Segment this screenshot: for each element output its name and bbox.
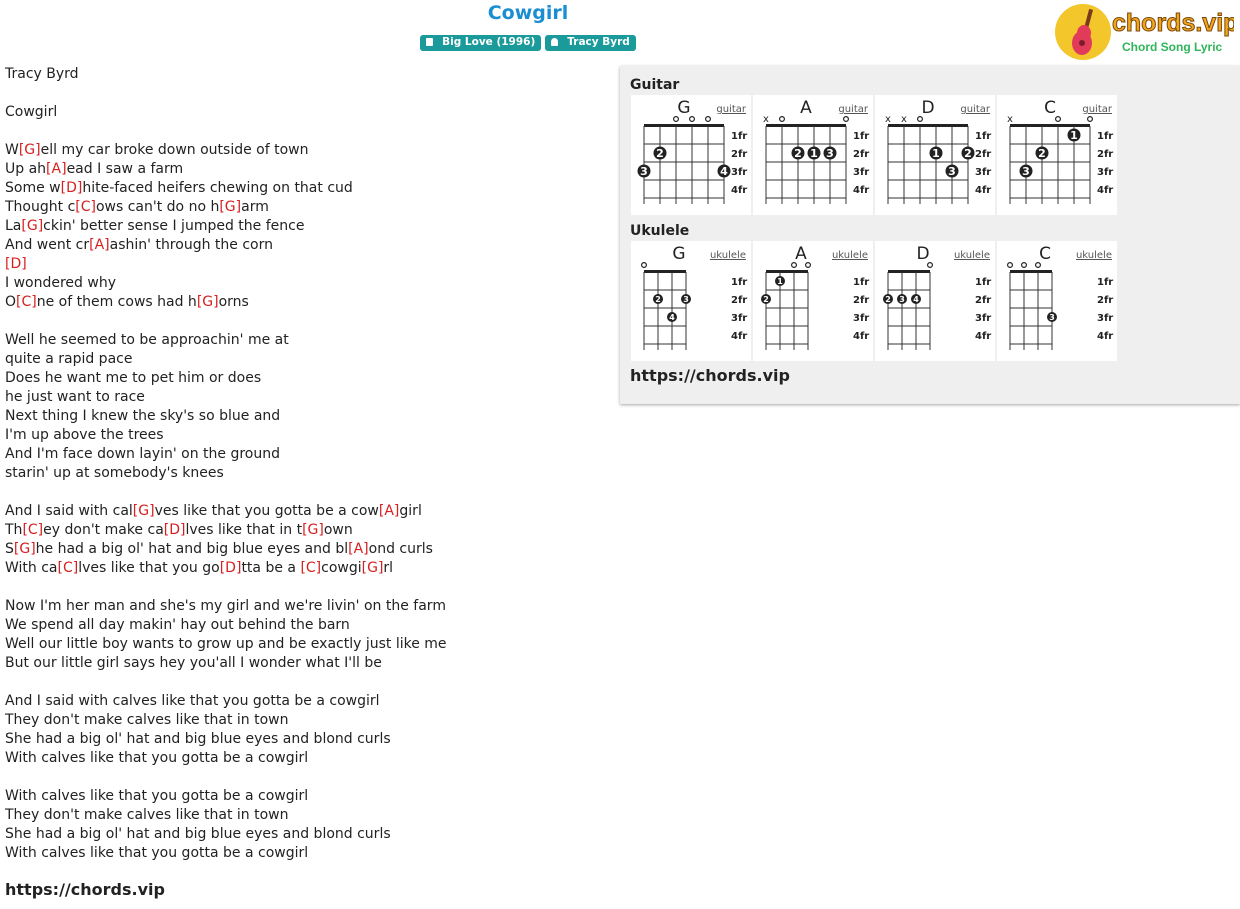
muted-string-marker: x [885,114,891,125]
lyric-blank-line [5,578,447,597]
chord-type-link: ukulele [953,250,990,261]
fret-label: 4fr [731,185,748,196]
chord-marker[interactable]: [C] [300,560,322,576]
finger-number: 2 [656,147,664,160]
lyric-text: girl [399,503,422,519]
chord-nut [766,270,808,273]
ukulele-chord-C[interactable] [997,241,1117,361]
guitar-chord-C[interactable] [997,95,1117,215]
finger-number: 2 [655,295,661,304]
fret-label: 4fr [853,331,870,342]
lyric-text: lves like that in t [185,522,303,538]
fret-label: 3fr [731,167,748,178]
lyric-text: Th [5,522,23,538]
fret-label: 3fr [853,313,870,324]
chord-marker[interactable]: [C] [22,522,44,538]
fret-label: 4fr [731,331,748,342]
chord-name: A [795,244,807,264]
lyric-text: And I said with calves like that you gotta be a cowgirl [5,693,380,709]
album-tag-label: Big Love (1996) [442,36,536,48]
fret-label: 2fr [1097,149,1114,160]
lyric-text: ows can't do no h [95,199,220,215]
lyric-line [5,217,447,236]
lyric-text: arm [241,199,269,215]
lyric-text: ckin' better sense I jumped the fence [43,218,305,234]
lyric-line [5,806,447,825]
lyric-text: Well our little boy wants to grow up and be exactly just like me [5,636,447,652]
chord-marker[interactable]: [A] [378,503,400,519]
lyric-line [5,407,447,426]
chord-marker[interactable]: [G] [18,142,41,158]
lyric-text: And went cr [5,237,90,253]
lyric-text: They don't make calves like that in town [5,807,289,823]
lyric-text: And I'm face down layin' on the ground [5,446,281,462]
lyric-text: ashin' through the corn [109,237,273,253]
lyric-line [5,559,447,578]
lyric-text: La [5,218,22,234]
chord-diagram [631,95,751,215]
lyric-line [5,141,447,160]
artist-tag-label: Tracy Byrd [567,36,630,48]
chord-nut [888,270,930,273]
fret-label: 2fr [731,295,748,306]
lyric-text: ves like that you gotta be a cow [154,503,379,519]
user-icon [551,38,558,46]
lyric-blank-line [5,768,447,787]
fret-label: 2fr [975,149,992,160]
chord-marker[interactable]: [G] [21,218,44,234]
lyric-line [5,445,447,464]
chord-name: D [921,98,935,118]
chord-nut [644,124,724,127]
chord-name: A [800,98,812,118]
fret-label: 2fr [731,149,748,160]
chord-marker[interactable]: [D] [219,560,242,576]
song-title: Cowgirl [487,2,569,24]
album-tag[interactable] [420,35,541,51]
chord-name: G [677,98,691,118]
chord-marker[interactable]: [C] [16,294,37,310]
chord-marker[interactable]: [C] [57,560,79,576]
footer-url[interactable]: https://chords.vip [5,880,165,899]
chord-name: C [1044,98,1056,118]
chord-marker[interactable]: [D] [60,180,83,196]
chord-marker[interactable]: [A] [89,237,110,253]
finger-number: 1 [777,277,783,286]
lyric-text: Does he want me to pet him or does [5,370,262,386]
lyric-line [5,65,447,84]
lyric-blank-line [5,673,447,692]
lyric-text: I wondered why [5,275,116,291]
fret-label: 2fr [853,295,870,306]
panel-url[interactable]: https://chords.vip [630,366,790,385]
chord-diagram [753,95,873,215]
lyric-line [5,844,447,863]
chord-panel [620,66,1240,404]
fret-label: 1fr [1097,131,1114,142]
chord-name: D [916,244,930,264]
lyric-line [5,502,447,521]
chord-type-link: ukulele [709,250,746,261]
chord-marker[interactable]: [G] [361,560,384,576]
muted-string-marker: x [1007,114,1013,125]
lyric-line [5,711,447,730]
lyric-line [5,426,447,445]
lyric-text: But our little girl says hey you'all I wonder what I'll be [5,655,382,671]
lyric-text: S [5,541,14,557]
chord-marker[interactable]: [A] [348,541,369,557]
chord-marker[interactable]: [A] [46,161,67,177]
lyric-text: She had a big ol' hat and big blue eyes and blond curls [5,731,391,747]
chord-type-link: guitar [716,104,746,115]
open-string-marker [642,263,647,268]
fret-label: 1fr [975,131,992,142]
chord-marker[interactable]: [G] [132,503,155,519]
open-string-marker [1088,117,1093,122]
fret-label: 4fr [1097,185,1114,196]
lyric-line [5,236,447,255]
finger-number: 3 [640,165,648,178]
fret-label: 1fr [853,131,870,142]
chord-type-link: ukulele [831,250,868,261]
chord-name: G [672,244,686,264]
lyric-text: O [5,294,17,310]
chord-diagram [631,241,751,361]
lyric-line [5,255,447,274]
lyric-text: Now I'm her man and she's my girl and we're livin' on the farm [5,598,446,614]
lyric-line [5,540,447,559]
lyric-line [5,749,447,768]
lyric-text: quite a rapid pace [5,351,133,367]
finger-number: 2 [885,295,891,304]
finger-number: 4 [669,313,675,322]
guitar-chord-G[interactable] [631,95,751,215]
lyric-text: Up ah [5,161,47,177]
open-string-marker [928,263,933,268]
chord-nut [888,124,968,127]
finger-number: 3 [826,147,834,160]
lyric-text: hite-faced heifers chewing on that cud [82,180,353,196]
lyric-line [5,692,447,711]
finger-number: 3 [683,295,689,304]
chord-type-link: guitar [960,104,990,115]
finger-number: 2 [763,295,769,304]
lyric-line [5,369,447,388]
ukulele-chord-G[interactable] [631,241,751,361]
lyric-text: Well he seemed to be approachin' me at [5,332,289,348]
chord-diagram [753,241,873,361]
lyric-blank-line [5,122,447,141]
open-string-marker [792,263,797,268]
chord-marker[interactable]: [G] [219,199,242,215]
chord-nut [644,270,686,273]
ukulele-heading: Ukulele [630,223,690,239]
lyric-text: With calves like that you gotta be a cowgirl [5,788,309,804]
finger-number: 3 [899,295,905,304]
lyric-text: With ca [5,560,58,576]
finger-number: 1 [932,147,940,160]
lyric-text: rl [383,560,394,576]
finger-number: 1 [810,147,818,160]
lyric-text: Tracy Byrd [5,66,79,82]
lyric-line [5,521,447,540]
lyric-text: he just want to race [5,389,145,405]
artist-tag[interactable] [545,35,636,51]
lyric-line [5,350,447,369]
fret-label: 1fr [1097,277,1114,288]
lyrics-body [5,65,447,863]
chord-diagram [875,95,995,215]
fret-label: 3fr [975,313,992,324]
lyric-line [5,160,447,179]
lyric-line [5,616,447,635]
finger-number: 1 [1070,129,1078,142]
open-string-marker [780,117,785,122]
fret-label: 1fr [853,277,870,288]
chord-type-link: guitar [838,104,868,115]
lyric-line [5,597,447,616]
open-string-marker [1036,263,1041,268]
song-tags [0,35,1056,51]
fret-label: 3fr [1097,167,1114,178]
ukulele-chord-D[interactable] [875,241,995,361]
chord-type-link: ukulele [1075,250,1112,261]
lyric-blank-line [5,84,447,103]
logo-subtext: Chord Song Lyric [1122,40,1223,54]
lyric-text: With calves like that you gotta be a cowgirl [5,750,309,766]
lyric-line [5,293,447,312]
chord-nut [1010,124,1090,127]
lyric-text: W [5,142,19,158]
guitar-chord-A[interactable] [753,95,873,215]
chord-marker[interactable]: [G] [13,541,36,557]
chord-nut [1010,270,1052,273]
site-logo[interactable] [1054,3,1234,61]
fret-label: 2fr [1097,295,1114,306]
lyric-line [5,730,447,749]
lyric-text: ond curls [368,541,433,557]
open-string-marker [674,117,679,122]
chord-name: C [1039,244,1051,264]
lyric-text: Thought c [5,199,76,215]
lyric-text: lves like that you go [78,560,220,576]
lyric-line [5,825,447,844]
lyric-blank-line [5,312,447,331]
lyric-text: Cowgirl [5,104,58,120]
open-string-marker [690,117,695,122]
finger-number: 2 [1038,147,1046,160]
fret-label: 2fr [853,149,870,160]
lyric-line [5,654,447,673]
finger-number: 4 [720,165,728,178]
lyric-text: We spend all day makin' hay out behind the barn [5,617,350,633]
lyric-text: I'm up above the trees [5,427,164,443]
lyric-text: orns [218,294,249,310]
guitar-heading: Guitar [630,77,680,93]
open-string-marker [844,117,849,122]
finger-number: 2 [794,147,802,160]
fret-label: 4fr [1097,331,1114,342]
chord-diagram [875,241,995,361]
chord-marker[interactable]: [C] [75,199,96,215]
open-string-marker [918,117,923,122]
ukulele-chord-A[interactable] [753,241,873,361]
lyric-line [5,787,447,806]
book-icon [426,38,433,46]
finger-number: 4 [913,295,919,304]
lyric-line [5,179,447,198]
lyric-text: ead I saw a farm [66,161,184,177]
fret-label: 3fr [853,167,870,178]
chord-marker[interactable]: [D] [5,256,27,272]
guitar-chord-D[interactable] [875,95,995,215]
finger-number: 2 [964,147,972,160]
finger-number: 3 [948,165,956,178]
fret-label: 1fr [731,277,748,288]
lyric-text: cowgi [321,560,362,576]
lyric-line [5,464,447,483]
open-string-marker [1022,263,1027,268]
chord-diagram [997,95,1117,215]
lyric-text: And I said with cal [5,503,133,519]
chord-marker[interactable]: [G] [196,294,219,310]
fret-label: 1fr [731,131,748,142]
fret-label: 2fr [975,295,992,306]
fret-label: 4fr [975,331,992,342]
lyric-line [5,103,447,122]
lyric-text: Some w [5,180,61,196]
lyric-text: own [323,522,353,538]
open-string-marker [1008,263,1013,268]
lyric-blank-line [5,483,447,502]
finger-number: 3 [1049,313,1055,322]
chord-type-link: guitar [1082,104,1112,115]
fret-label: 4fr [853,185,870,196]
lyric-line [5,635,447,654]
fret-label: 3fr [731,313,748,324]
muted-string-marker: x [763,114,769,125]
lyric-line [5,388,447,407]
fret-label: 4fr [975,185,992,196]
muted-string-marker: x [901,114,907,125]
chord-diagram [997,241,1117,361]
chord-marker[interactable]: [D] [163,522,186,538]
lyric-text: ne of them cows had h [36,294,197,310]
logo-text: chords.vip [1112,9,1234,37]
chord-marker[interactable]: [G] [302,522,324,538]
lyric-text: ell my car broke down outside of town [40,142,309,158]
lyric-line [5,274,447,293]
lyric-text: he had a big ol' hat and big blue eyes and bl [35,541,349,557]
open-string-marker [706,117,711,122]
lyric-text: With calves like that you gotta be a cowgirl [5,845,309,861]
lyric-text: ey don't make ca [43,522,164,538]
lyric-line [5,331,447,350]
lyric-line [5,198,447,217]
lyric-text: starin' up at somebody's knees [5,465,224,481]
open-string-marker [806,263,811,268]
fret-label: 3fr [1097,313,1114,324]
lyric-text: Next thing I knew the sky's so blue and [5,408,281,424]
lyric-text: She had a big ol' hat and big blue eyes and blond curls [5,826,391,842]
open-string-marker [1056,117,1061,122]
chord-nut [766,124,846,127]
fret-label: 1fr [975,277,992,288]
fret-label: 3fr [975,167,992,178]
lyric-text: tta be a [241,560,301,576]
lyric-text: They don't make calves like that in town [5,712,289,728]
finger-number: 3 [1022,165,1030,178]
